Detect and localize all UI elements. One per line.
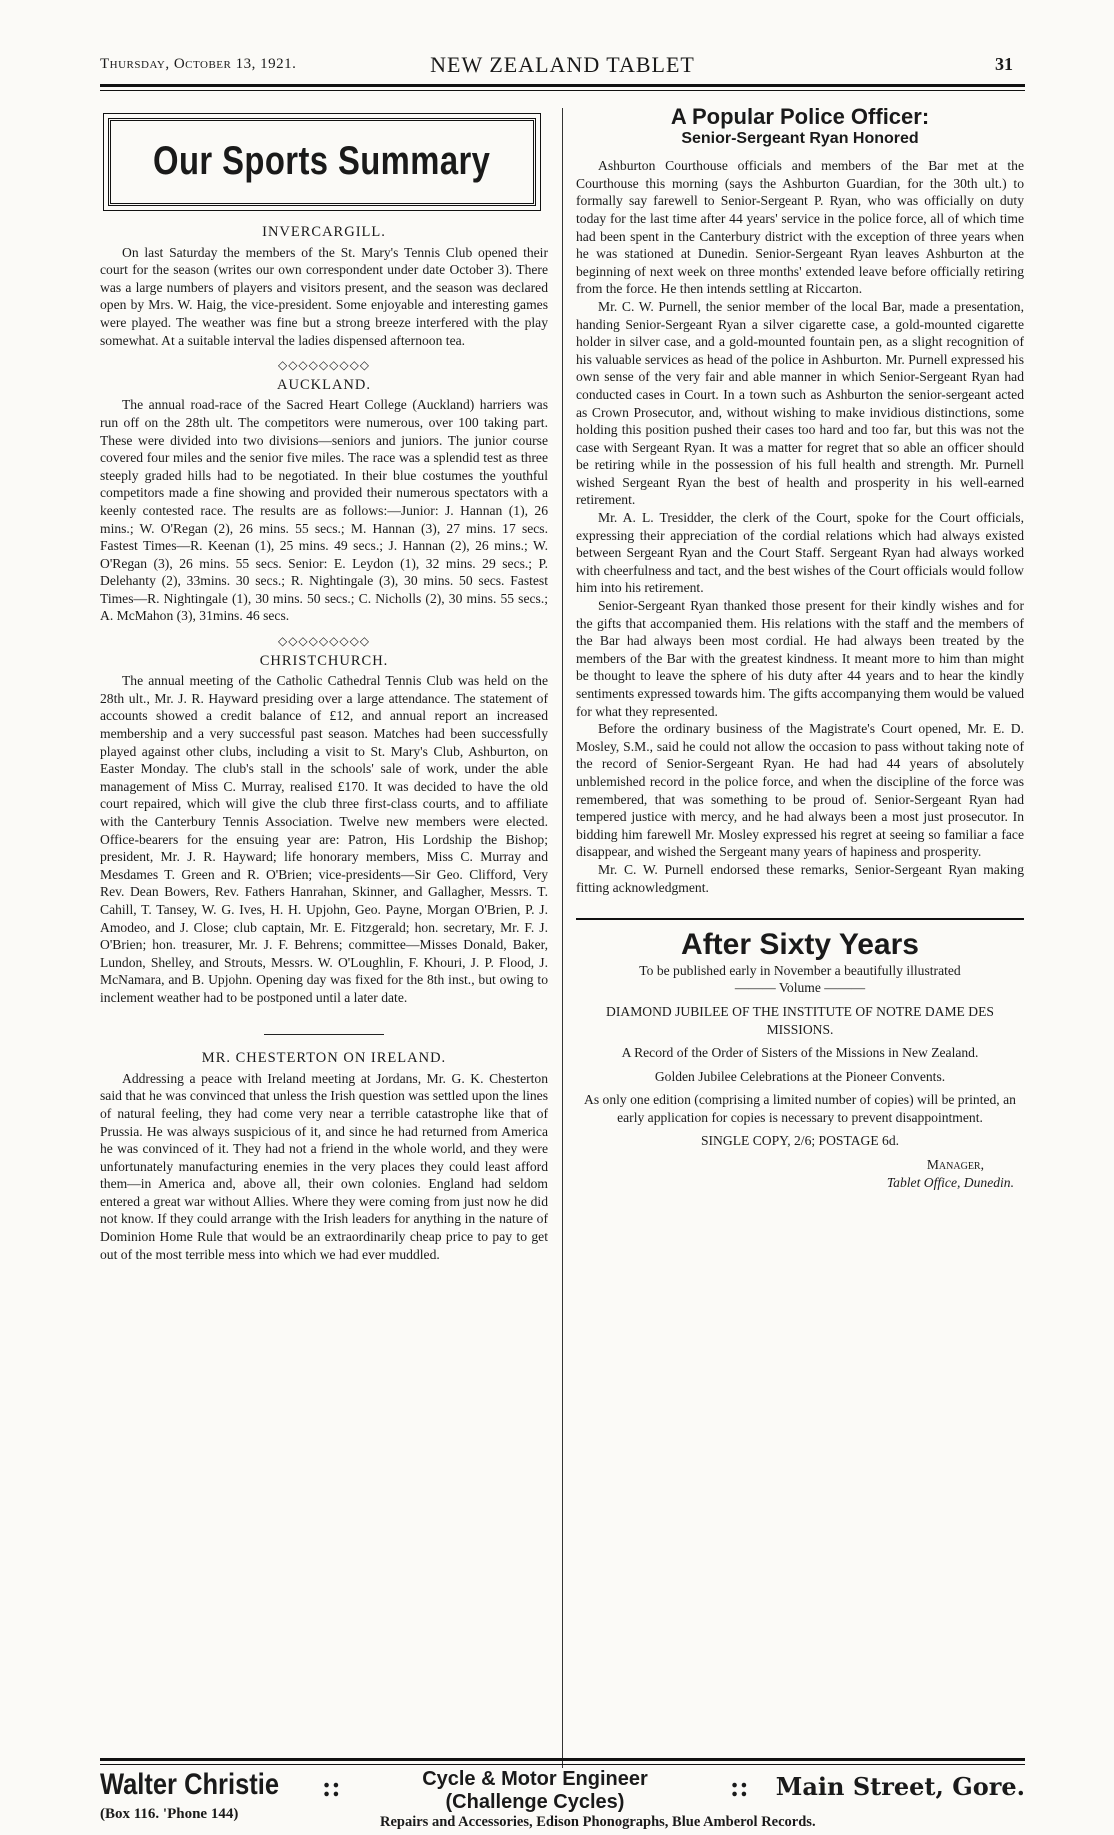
footer-separator-2: ::	[730, 1772, 749, 1803]
advert-price: SINGLE COPY, 2/6; POSTAGE 6d.	[700, 1133, 900, 1149]
invercargill-text: On last Saturday the members of the St. Mary's Tennis Club opened their court for the season (writes our own correspondent under date October 3). There was a large numbers of players and visitors present, and the season was declared open by Mrs. W. Haig, the vice-president. Some enjoyable and interesting games were played. The weather was fine but a strong breeze interfered with the play somewhat. At a suitable interval the ladies dispensed afternoon tea.	[100, 244, 548, 348]
auckland-heading: AUCKLAND.	[277, 376, 371, 393]
ornament-divider-2: ◇◇◇◇◇◇◇◇◇	[277, 634, 371, 649]
advert-line-2: ——— Volume ———	[734, 980, 866, 996]
auckland-text: The annual road-race of the Sacred Heart College (Auckland) harriers was run off on the 28th ult. The competitors were numerous, over 100 taking part. These were divided into two divisions—seniors and juniors. The junior course covered four miles and the senior five miles. The race was a splendid test as three steeply graded hills had to be negotiated. In their blue costumes the youthful competitors made a fine showing and provided their numerous spectators with a keenly contested race. The results are as follows:—Junior: J. Hannan (1), 26 mins.; W. O'Regan (2), 26 mins. 55 secs.; M. Hannan (3), 27 mins. 17 secs. Fastest Times—R. Keenan (1), 25 mins. 49 secs.; J. Hannan (2), 26 mins.; W. O'Regan (3), 26 mins. 55 secs. Senior: E. Leydon (1), 32 mins. 29 secs.; P. Delehanty (2), 33mins. 30 secs.; R. Nightingale (3), 30 mins. 50 secs. Fastest Times—R. Nightingale (1), 30 mins. 50 secs.; C. Nicholls (2), 30 mins. 55 secs.; A. McMahon (3), 31mins. 46 secs.	[100, 397, 548, 624]
left-column	[100, 108, 548, 1263]
column-divider	[562, 108, 563, 1768]
sports-summary-box	[108, 118, 536, 206]
advert-line-4: A Record of the Order of Sisters of the Missions in New Zealand.	[621, 1045, 979, 1061]
police-paragraph-2: Mr. C. W. Purnell, the senior member of the local Bar, made a presentation, handing Senior-Sergeant Ryan a silver cigarette case, a gold-mounted cigarette holder in silver case, and a gold-mounted fountain pen, as a slight recognition of his valuable services as head of the police in Ashburton. Mr. Purnell expressed his own sense of the very fair and able manner in which Senior-Sergeant Ryan had conducted cases in Court. In a town such as Ashburton the senior-sergeant acted as Crown Prosecutor, and, without wishing to make invidious distinctions, some holding this position pushed their cases too hard and too far, but this was not the case with Sergeant Ryan. It was a matter for regret that so able an officer should be retiring while in the possession of his full health and strength. Mr. Purnell wished Sergeant Ryan the best of health and prosperity in his well-earned retirement.	[576, 298, 1024, 508]
footer-rule-thin	[100, 1764, 1025, 1765]
newspaper-page	[100, 50, 1025, 1830]
advertiser-trade-line-2: (Challenge Cycles)	[445, 1791, 625, 1813]
advertiser-trade	[370, 1768, 700, 1814]
sports-summary-title: Our Sports Summary	[153, 139, 491, 184]
police-article-headline: A Popular Police Officer:	[670, 104, 930, 129]
advertiser-services: Repairs and Accessories, Edison Phonographs, Blue Amberol Records.	[380, 1814, 816, 1830]
chesterton-heading: MR. CHESTERTON ON IRELAND.	[201, 1050, 447, 1067]
footer-separator-1: ::	[322, 1772, 341, 1803]
invercargill-heading: INVERCARGILL.	[262, 224, 386, 240]
header-rule-thin	[100, 90, 1025, 91]
after-sixty-years-advert	[576, 928, 1024, 1191]
police-paragraph-1: Ashburton Courthouse officials and members of the Bar met at the Courthouse this morning (says the Ashburton Guardian, for the 30th ult.) to formally say farewell to Senior-Sergeant P. Ryan, who was officially on duty today for the last time after 44 years' service in the police force, all of which time had been spent in the Canterbury district with the exception of three years when he was stationed at Dunedin. Senior-Sergeant Ryan leaves Ashburton at the beginning of next week on three months' extended leave before officially retiring from the force. He then intends settling at Riccarton.	[576, 158, 1024, 297]
advert-line-3: DIAMOND JUBILEE OF THE INSTITUTE OF NOTRE DAME DES MISSIONS.	[606, 1003, 994, 1037]
page-header	[100, 50, 1025, 84]
advert-line-6: As only one edition (comprising a limited number of copies) will be printed, an early application for copies is necessary to prevent disappointment.	[584, 1092, 1016, 1125]
footer-rule	[100, 1758, 1025, 1761]
advert-office: Tablet Office, Dunedin.	[886, 1174, 1014, 1190]
footer-advert	[100, 1758, 1025, 1828]
advertiser-name: Walter Christie	[100, 1768, 280, 1801]
police-paragraph-4: Senior-Sergeant Ryan thanked those present for their kindly wishes and for the gifts that accompanied them. His relations with the staff and the members of the Bar had always been most cordial. He had always been treated by the members of the Bar with the greatest kindness. It meant more to him than might be thought to leave the sphere of his duty after 44 years and to hear the kindly sentiments expressed towards him. The gifts accompanying them would be valued for what they represented.	[576, 598, 1024, 719]
advertiser-trade-line-1: Cycle & Motor Engineer	[422, 1768, 648, 1790]
police-article-subhead: Senior-Sergeant Ryan Honored	[681, 129, 919, 147]
advertiser-box-phone: (Box 116. 'Phone 144)	[100, 1806, 239, 1822]
right-column	[576, 104, 1024, 1191]
advert-manager: Manager,	[926, 1157, 984, 1173]
advert-line-5: Golden Jubilee Celebrations at the Pioneer Convents.	[654, 1068, 946, 1084]
christchurch-text: The annual meeting of the Catholic Cathedral Tennis Club was held on the 28th ult., Mr. J. R. Hayward presiding over a large attendance. The statement of accounts showed a credit balance of £12, and annual report an increased membership and a very successful past season. Matches had been successfully played against other clubs, including a visit to St. Mary's Club, Ashburton, on Easter Monday. The club's stall in the schools' sale of work, under the able management of Miss C. Murray, realised £170. It was decided to have the old court repaired, which will give the club three first-class courts, and to affiliate with the Canterbury Tennis Association. Twelve new members were elected. Office-bearers for the ensuing year are: Patron, His Lordship the Bishop; president, Mr. J. R. Hayward; life honorary members, Miss C. Murray and Mesdames T. Green and R. O'Brien; vice-presidents—Sir Geo. Clifford, Very Rev. Dean Bowers, Rev. Fathers Hanrahan, Skinner, and Gallagher, Messrs. T. Cahill, T. Tansey, W. G. Ives, H. H. Upjohn, Geo. Payne, Morgan O'Brien, P. J. Amodeo, and J. Close; club captain, Mr. E. Fitzgerald; hon. secretary, Mr. F. J. O'Brien; hon. treasurer, Mr. J. F. Behrens; committee—Misses Donald, Baker, Lundon, Shelley, and Strouts, Messrs. W. O'Loughlin, F. Khouri, J. P. Flood, J. McNamara, and B. Upjohn. Opening day was fixed for the 8th inst., but owing to inclement weather had to be postponed until a later date.	[100, 673, 548, 1005]
page-number: 31	[995, 54, 1013, 74]
police-paragraph-3: Mr. A. L. Tresidder, the clerk of the Court, spoke for the Court officials, expressing their appreciation of the cordial relations which had always existed between Sergeant Ryan and the Court Staff. Sergeant Ryan had always worked with cheerfulness and tact, and the best wishes of the Court officials would follow him into his retirement.	[576, 510, 1024, 596]
christchurch-heading: CHRISTCHURCH.	[259, 652, 389, 669]
section-rule	[100, 1025, 548, 1043]
advert-line-1: To be published early in November a beautifully illustrated	[639, 962, 961, 978]
ornament-divider: ◇◇◇◇◇◇◇◇◇	[277, 358, 371, 373]
chesterton-text: Addressing a peace with Ireland meeting at Jordans, Mr. G. K. Chesterton said that he was convinced that unless the Irish question was settled upon the lines of natural feeling, they had come very near a terrible catastrophe like that of Prussia. He was always suspicious of it, and since he had returned from America he was convinced of it. They had not a friend in the whole world, and they were unfortunately manufacturing enemies in the very places they could least afford them—in America and, above all, their own colonies. England had seldom entered a great war without Allies. Where they were coming from just now he did not know. If they could arrange with the Irish leaders for anything in the nature of Dominion Home Rule that would be an extraordinarily cheap price to pay to get out of the most terrible mess into which we had ever muddled.	[100, 1070, 548, 1262]
advert-title: After Sixty Years	[681, 928, 919, 962]
issue-date: Thursday, October 13, 1921.	[100, 56, 297, 72]
police-paragraph-5: Before the ordinary business of the Magistrate's Court opened, Mr. E. D. Mosley, S.M., said he could not allow the occasion to pass without taking note of the record of Senior-Sergeant Ryan. He had had 44 years of absolutely unblemished record in the police force, and when the discipline of the force was remembered, that was something to be proud of. Senior-Sergeant Ryan had tempered justice with mercy, and he had always been a most just prosecutor. In bidding him farewell Mr. Mosley expressed his regret at seeing so familiar a face disappear, and wished the Sergeant many years of hapiness and prosperity.	[576, 721, 1024, 860]
header-rule	[100, 84, 1025, 87]
advert-rule	[576, 918, 1024, 920]
police-paragraph-6: Mr. C. W. Purnell endorsed these remarks, Senior-Sergeant Ryan making fitting acknowledgment.	[576, 861, 1024, 895]
advertiser-address: Main Street, Gore.	[775, 1772, 1025, 1801]
masthead-title: NEW ZEALAND TABLET	[430, 52, 695, 77]
